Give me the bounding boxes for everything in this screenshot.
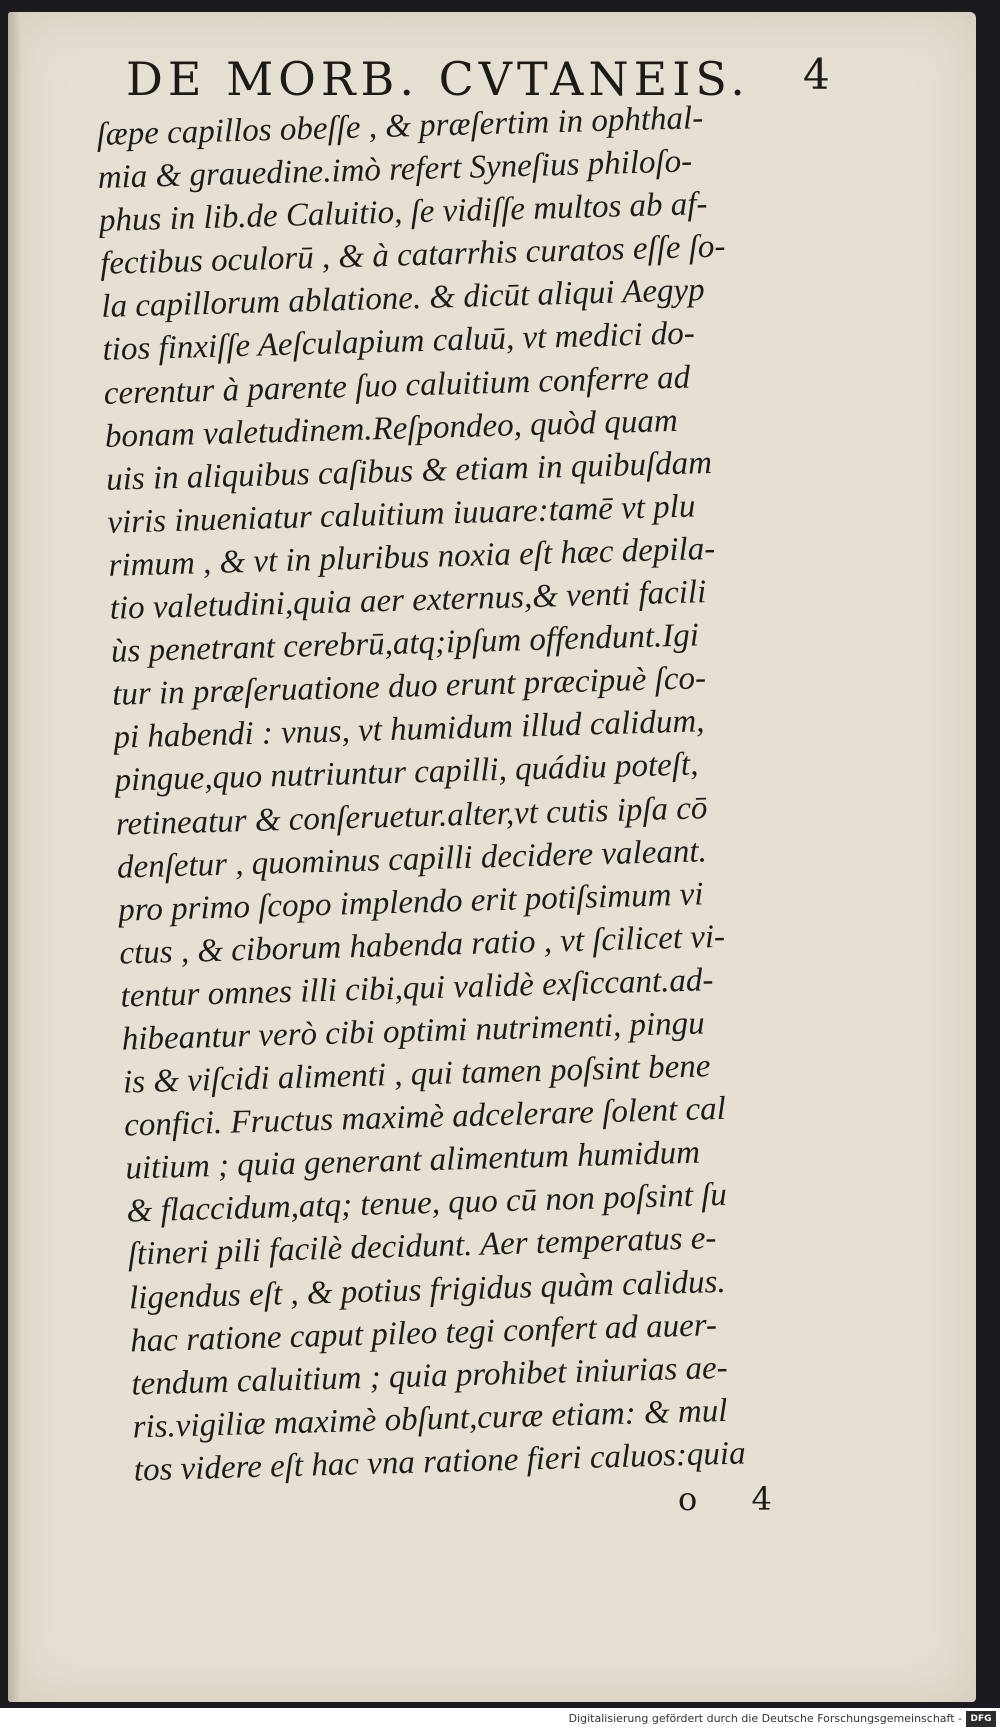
- text-line: denſetur , quominus capilli decidere valeant.: [116, 832, 708, 886]
- text-line: fectibus oculorū , & à catarrhis curatos eſſe ſo-: [99, 228, 726, 283]
- text-line: tos videre eſt hac vna ratione fieri caluos:quia: [133, 1435, 747, 1489]
- text-line: pingue,quo nutriuntur capilli, quádiu poteſt,: [114, 746, 699, 800]
- text-line: pro primo ſcopo implendo erit potiſsimum vi: [117, 876, 704, 929]
- text-line: phus in lib.de Caluitio, ſe vidiſſe multos ab af-: [98, 186, 708, 240]
- text-line: ligendus eſt , & potius frigidus quàm calidus.: [128, 1263, 727, 1317]
- digitization-footer: [0, 1708, 1000, 1730]
- text-line: tio valetudini,quia aer externus,& venti facili: [109, 574, 707, 627]
- text-line: tios finxiſſe Aeſculapium caluū, vt medici do-: [102, 315, 696, 369]
- text-line: rimum , & vt in pluribus noxia eſt hæc depila-: [108, 530, 716, 584]
- body-text: [96, 92, 924, 1493]
- text-line: ſtineri pili facilè decidunt. Aer temperatus e-: [127, 1220, 717, 1273]
- text-line: hibeantur verò cibi optimi nutrimenti, pingu: [121, 1005, 706, 1058]
- signature-mark: o 4: [678, 1480, 794, 1518]
- text-line: viris inueniatur caluitium iuuare:tamē vt plu: [106, 488, 696, 541]
- page-number: 4: [803, 50, 830, 99]
- text-line: & flaccidum,atq; tenue, quo cū non poſsint ſu: [126, 1177, 728, 1230]
- text-line: ctus , & ciborum habenda ratio , vt ſcilicet vi-: [118, 918, 726, 972]
- text-line: tendum caluitium ; quia prohibet iniurias ae-: [130, 1349, 729, 1403]
- book-page: [8, 12, 976, 1702]
- text-line: ùs penetrant cerebrū,atq;ipſum offendunt.Igi: [110, 617, 700, 670]
- text-line: cerentur à parente ſuo caluitium conferre ad: [103, 359, 691, 412]
- text-line: retineatur & conſeruetur.alter,vt cutis ipſa cō: [115, 789, 708, 843]
- text-line: uis in aliquibus caſibus & etiam in quibuſdam: [105, 444, 713, 498]
- dfg-logo: DFG: [966, 1711, 996, 1727]
- funding-credit: Digitalisierung gefördert durch die Deutsche Forschungsgemeinschaft -: [568, 1712, 962, 1725]
- text-line: confici. Fructus maximè adcelerare ſolent cal: [123, 1090, 727, 1144]
- text-line: hac ratione caput pileo tegi confert ad auer-: [129, 1306, 718, 1360]
- text-line: la capillorum ablatione. & dicūt aliqui Aegyp: [100, 272, 706, 326]
- text-line: bonam valetudinem.Reſpondeo, quòd quam: [104, 402, 679, 455]
- text-line: ris.vigiliæ maximè obſunt,curæ etiam: & mul: [132, 1392, 728, 1446]
- text-line: tur in præſeruatione duo erunt præcipuè ſco-: [111, 660, 707, 713]
- text-line: mia & grauedine.imò refert Syneſius philoſo-: [97, 143, 693, 197]
- running-head: DE MORB. CVTANEIS.: [126, 52, 750, 106]
- text-line: is & viſcidi alimenti , qui tamen poſsint bene: [122, 1048, 711, 1101]
- text-line: pi habendi : vnus, vt humidum illud calidum,: [112, 703, 705, 757]
- text-line: ſæpe capillos obeſſe , & præſertim in ophthal-: [96, 100, 704, 153]
- text-line: tentur omnes illi cibi,qui validè exſiccant.ad-: [120, 961, 714, 1015]
- text-line: uitium ; quia generant alimentum humidum: [124, 1134, 701, 1187]
